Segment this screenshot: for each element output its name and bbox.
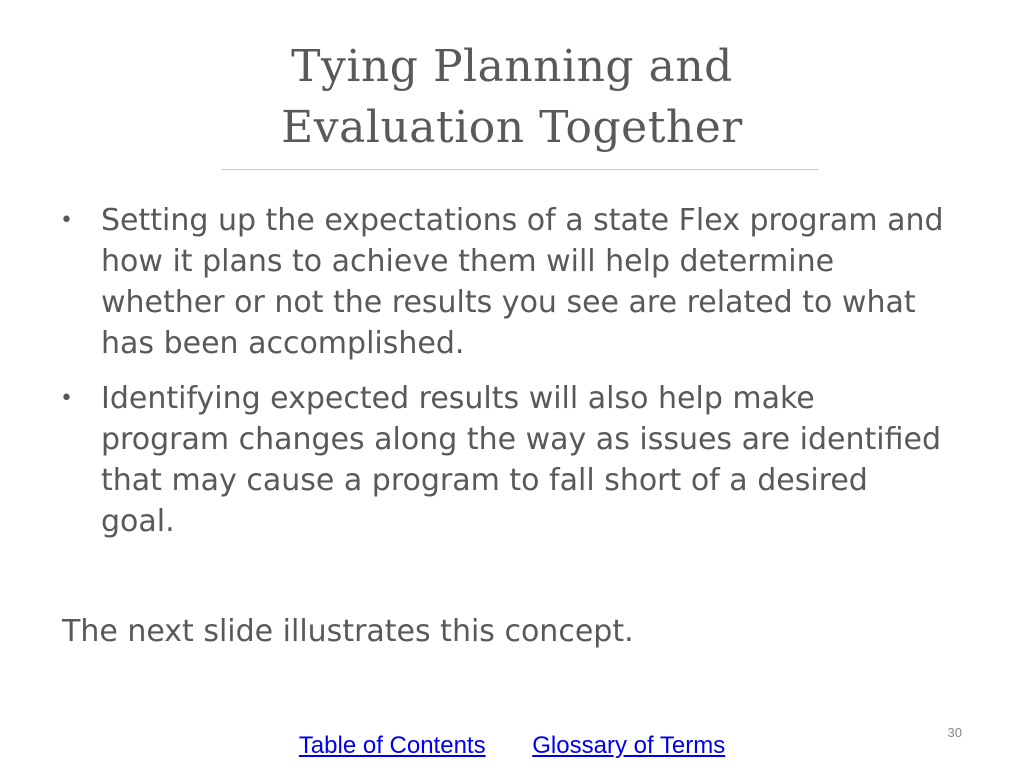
slide-title [112, 36, 912, 158]
bullet-text: Identifying expected results will also help make program changes along the way as issues are identified that may cause a program to fall short of a desired goal. [101, 381, 941, 539]
bullet-item [0, 200, 944, 364]
bullet-marker: • [60, 208, 73, 233]
title-divider [222, 169, 818, 170]
slide-title-line-1: Tying Planning and [291, 41, 733, 92]
slide-title-line-2: Evaluation Together [281, 102, 743, 153]
bullet-item [0, 378, 944, 542]
glossary-of-terms-link[interactable]: Glossary of Terms [532, 732, 726, 759]
bullet-list [0, 200, 1024, 556]
page-number: 30 [947, 725, 962, 740]
footer-links [0, 731, 1024, 761]
closing-text: The next slide illustrates this concept. [62, 614, 634, 649]
bullet-marker: • [60, 386, 73, 411]
bullet-text: Setting up the expectations of a state Flex program and how it plans to achieve them will help determine whether or not the results you see are related to what has been accomplished. [101, 203, 944, 361]
table-of-contents-link[interactable]: Table of Contents [298, 732, 486, 759]
